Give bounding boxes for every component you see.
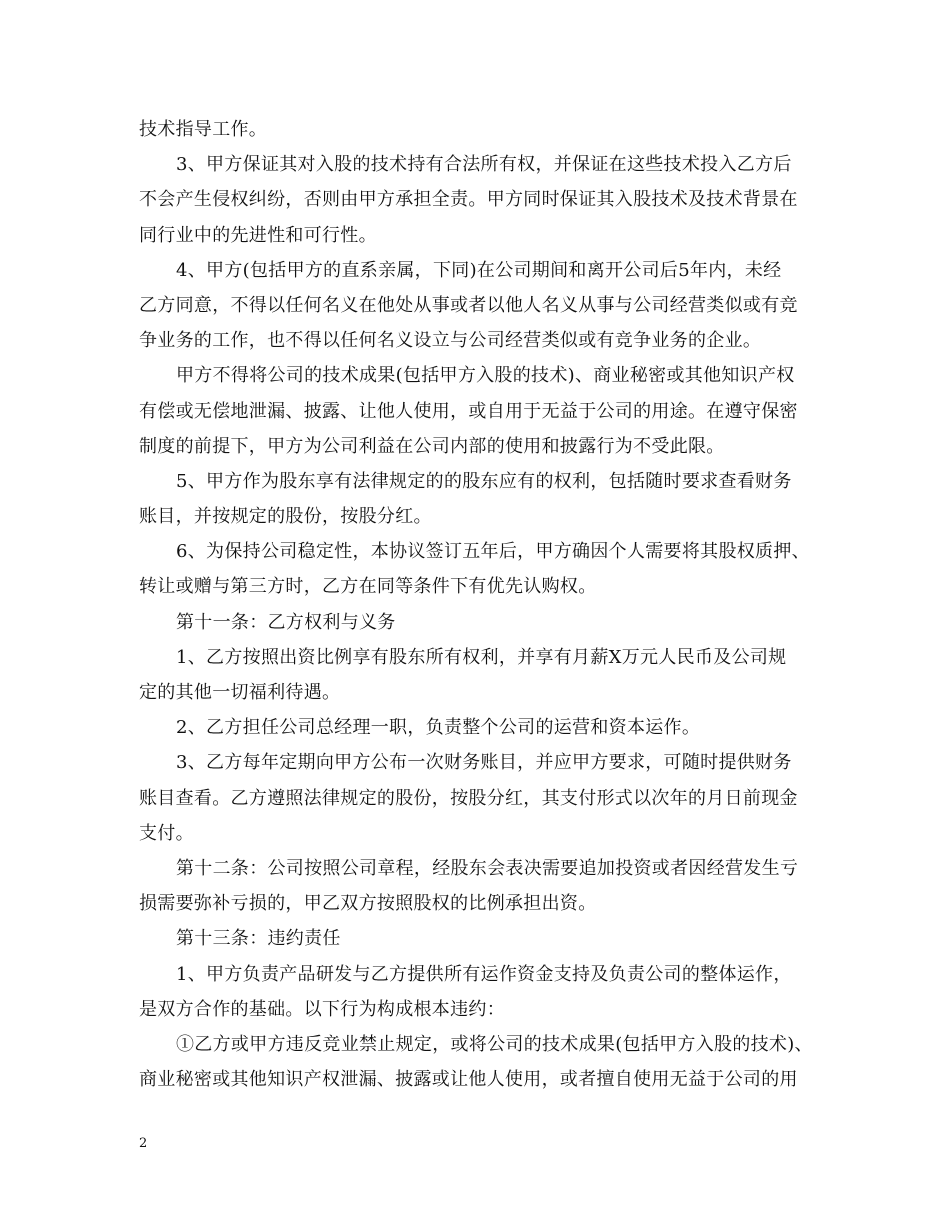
text-line: 商业秘密或其他知识产权泄漏、披露或让他人使用，或者擅自使用无益于公司的用 (139, 1069, 798, 1091)
text-line: 3、乙方每年定期向甲方公布一次财务账目，并应甲方要求，可随时提供财务 (176, 752, 792, 774)
text-line: ①乙方或甲方违反竞业禁止规定，或将公司的技术成果(包括甲方入股的技术)、 (176, 1033, 813, 1055)
text-line: 争业务的工作，也不得以任何名义设立与公司经营类似或有竞争业务的企业。 (139, 330, 762, 352)
page-number: 2 (139, 1136, 148, 1151)
text-line: 乙方同意，不得以任何名义在他处从事或者以他人名义从事与公司经营类似或有竞 (139, 294, 798, 316)
text-line: 账目查看。乙方遵照法律规定的股份，按股分红，其支付形式以次年的月日前现金 (139, 787, 798, 809)
text-line: 是双方合作的基础。以下行为构成根本违约： (139, 998, 505, 1020)
text-line: 定的其他一切福利待遇。 (139, 682, 341, 703)
text-line: 损需要弥补亏损的，甲乙双方按照股权的比例承担出资。 (139, 893, 597, 915)
text-line: 第十一条：乙方权利与义务 (176, 611, 396, 633)
text-line: 制度的前提下，甲方为公司利益在公司内部的使用和披露行为不受此限。 (139, 435, 725, 457)
text-line: 4、甲方(包括甲方的直系亲属，下同)在公司期间和离开公司后5年内，未经 (176, 259, 782, 281)
text-line: 支付。 (139, 822, 194, 844)
text-line: 5、甲方作为股东享有法律规定的的股东应有的权利，包括随时要求查看财务 (176, 470, 792, 492)
text-line: 第十三条：违约责任 (176, 928, 341, 950)
text-line: 2、乙方担任公司总经理一职，负责整个公司的运营和资本运作。 (176, 717, 701, 739)
text-line: 账目，并按规定的股份，按股分红。 (139, 506, 432, 528)
text-line: 甲方不得将公司的技术成果(包括甲方入股的技术)、商业秘密或其他知识产权 (176, 365, 795, 387)
text-line: 第十二条：公司按照公司章程，经股东会表决需要追加投资或者因经营发生亏 (176, 857, 799, 879)
text-line: 同行业中的先进性和可行性。 (139, 224, 377, 246)
text-line: 转让或赠与第三方时，乙方在同等条件下有优先认购权。 (139, 576, 597, 598)
document-body (139, 112, 824, 1097)
text-line: 1、乙方按照出资比例享有股东所有权利，并享有月薪X万元人民币及公司规 (176, 646, 787, 668)
text-line: 不会产生侵权纠纷，否则由甲方承担全责。甲方同时保证其入股技术及技术背景在 (139, 189, 798, 211)
text-line: 有偿或无偿地泄漏、披露、让他人使用，或自用于无益于公司的用途。在遵守保密 (139, 400, 798, 422)
text-line: 6、为保持公司稳定性，本协议签订五年后，甲方确因个人需要将其股权质押、 (176, 541, 810, 563)
text-line: 技术指导工作。 (139, 119, 268, 140)
text-line: 1、甲方负责产品研发与乙方提供所有运作资金支持及负责公司的整体运作， (176, 963, 792, 985)
text-line: 3、甲方保证其对入股的技术持有合法所有权，并保证在这些技术投入乙方后 (176, 154, 792, 176)
